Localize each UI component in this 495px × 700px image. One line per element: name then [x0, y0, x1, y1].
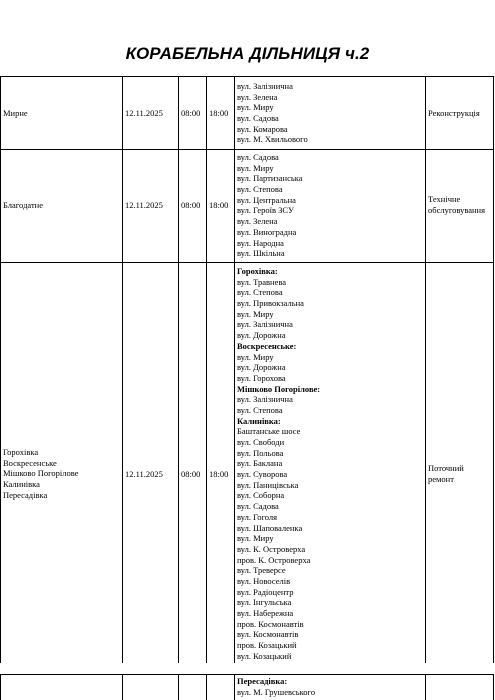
street-item: вул. Миру	[237, 351, 274, 362]
street-item: вул. Новоселів	[237, 575, 291, 586]
street-item: вул. Горохова	[237, 372, 286, 383]
page-title: КОРАБЕЛЬНА ДІЛЬНИЦЯ ч.2	[125, 44, 370, 63]
street-item: вул. Баклана	[237, 458, 283, 469]
street-item: вул. Суворова	[237, 469, 288, 480]
street-item: вул. Шкільна	[237, 248, 285, 259]
street-item: вул. Дорожна	[237, 330, 286, 341]
street-item: вул. Козацький	[237, 650, 292, 661]
street-item: вул. Зелена	[237, 216, 278, 227]
street-item: вул. Миру	[237, 102, 274, 113]
row-divider	[0, 674, 494, 675]
street-item: вул. Гоголя	[237, 511, 278, 522]
col-divider	[234, 674, 235, 700]
date-cell: 12.11.2025	[125, 469, 163, 479]
street-item: вул. Привокзальна	[237, 298, 304, 309]
street-item: пров. К. Островерха	[237, 554, 311, 565]
col-divider	[234, 76, 235, 663]
street-item: вул. Степова	[237, 184, 283, 195]
col-divider	[122, 76, 123, 663]
street-item: вул. Виноградна	[237, 226, 297, 237]
settlement-heading: Горохівка:	[237, 266, 278, 276]
streets-cell	[237, 152, 303, 259]
col-divider	[178, 76, 179, 663]
street-item: вул. Космонавтів	[237, 629, 299, 640]
work-type-cell: Реконструкція	[428, 108, 480, 118]
col-divider	[425, 674, 426, 700]
street-item: вул. Садова	[237, 152, 279, 162]
table-border-left	[0, 76, 1, 663]
settlement-cell: Горохівка Воскресенське Мішково Погорілове Калинівка Пересадівка	[3, 447, 79, 500]
street-item: пров. Козацький	[237, 640, 297, 651]
street-item: вул. Степова	[237, 404, 283, 415]
street-item: вул. Садова	[237, 501, 279, 512]
street-item: вул. Інгульська	[237, 597, 292, 608]
street-item: вул. Соборна	[237, 490, 285, 501]
row-divider	[0, 149, 494, 150]
col-divider	[206, 76, 207, 663]
street-item: вул. Треверсе	[237, 565, 286, 576]
work-type-cell: Технічне обслуговування	[428, 194, 486, 215]
street-item: пров. Космонавтів	[237, 618, 304, 629]
street-item: вул. Радіоцентр	[237, 586, 294, 597]
date-cell: 12.11.2025	[125, 200, 163, 210]
table-border-right	[493, 76, 494, 663]
start-time-cell: 08:00	[181, 108, 201, 118]
work-type-cell: Поточний ремонт	[428, 463, 464, 484]
street-item: вул. Набережна	[237, 608, 294, 618]
street-item: вул. Степова	[237, 287, 283, 298]
settlement-cell: Мирне	[3, 108, 28, 118]
street-item: вул. К. Островерха	[237, 543, 306, 554]
street-item: вул. Паницівська	[237, 479, 299, 490]
settlement-heading: Мішково Погорілове:	[237, 383, 321, 394]
street-item: вул. Залізнична	[237, 319, 293, 330]
row-divider	[0, 76, 494, 77]
streets-cell	[237, 676, 315, 697]
street-item: вул. Комарова	[237, 123, 288, 134]
street-item: вул. Народна	[237, 237, 284, 248]
street-item: вул. Польова	[237, 447, 284, 458]
row-divider	[0, 262, 494, 263]
streets-cell	[237, 266, 320, 661]
start-time-cell: 08:00	[181, 469, 201, 479]
col-divider	[178, 674, 179, 700]
streets-cell	[237, 81, 308, 145]
street-item: вул. Дорожна	[237, 362, 286, 373]
end-time-cell: 18:00	[209, 200, 229, 210]
street-item: вул. Свободи	[237, 437, 285, 447]
col-divider	[425, 76, 426, 663]
street-item: Баштанське шосе	[237, 426, 301, 437]
col-divider	[206, 674, 207, 700]
date-cell: 12.11.2025	[125, 108, 163, 118]
start-time-cell: 08:00	[181, 200, 201, 210]
end-time-cell: 18:00	[209, 469, 229, 479]
settlement-heading: Пересадівка:	[237, 676, 288, 686]
street-item: вул. Залізнична	[237, 81, 293, 91]
street-item: вул. М. Грушевського	[237, 686, 316, 697]
settlement-heading: Воскресенське:	[237, 340, 297, 351]
street-item: вул. Травнева	[237, 276, 286, 287]
street-item: вул. Партизанська	[237, 173, 303, 184]
street-item: вул. Садова	[237, 113, 279, 124]
street-item: вул. Залізнична	[237, 394, 293, 405]
street-item: вул. Миру	[237, 162, 274, 173]
end-time-cell: 18:00	[209, 108, 229, 118]
street-item: вул. Центральна	[237, 194, 296, 205]
street-item: вул. Миру	[237, 308, 274, 319]
street-item: вул. Миру	[237, 533, 274, 544]
settlement-cell: Благодатне	[3, 200, 43, 210]
settlement-heading: Калинівка:	[237, 415, 281, 426]
table-border-right	[493, 674, 494, 700]
street-item: вул. Шаповаленка	[237, 522, 303, 533]
street-item: вул. Зелена	[237, 91, 278, 102]
table-border-left	[0, 674, 1, 700]
col-divider	[122, 674, 123, 700]
street-item: вул. М. Хвильового	[237, 134, 308, 145]
street-item: вул. Героїв ЗСУ	[237, 205, 294, 216]
